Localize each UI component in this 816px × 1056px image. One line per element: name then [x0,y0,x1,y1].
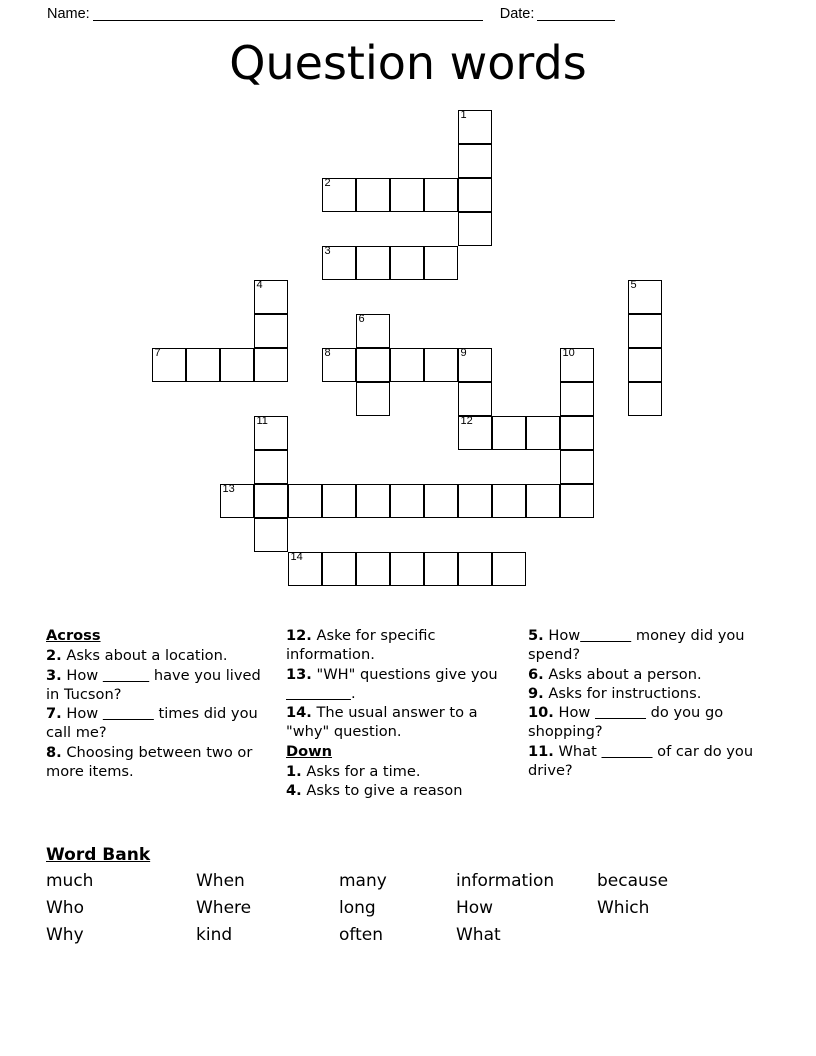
word-bank-word[interactable]: kind [196,925,233,945]
crossword-cell[interactable] [254,450,288,484]
crossword-cell[interactable] [492,484,526,518]
crossword-cell[interactable] [560,348,594,382]
crossword-cell[interactable] [356,552,390,586]
answer-blank[interactable] [286,685,351,702]
crossword-cell[interactable] [458,552,492,586]
word-bank-heading: Word Bank [46,845,151,865]
crossword-cell[interactable] [322,552,356,586]
clue-text: Asks about a location. [61,647,228,665]
clue-number: 8. [46,743,62,761]
word-bank-word[interactable]: Who [46,898,84,918]
clue-number: 5. [528,627,544,644]
crossword-cell[interactable] [628,280,662,314]
crossword-cell[interactable] [390,484,424,518]
crossword-cell[interactable] [322,484,356,518]
clues-section [0,626,816,831]
clue-across-2 [46,646,271,665]
clue-across-12 [286,626,511,665]
crossword-cell[interactable] [254,518,288,552]
crossword-cell[interactable] [356,246,390,280]
clue-text: How have you lived in Tucson? [46,666,261,703]
clue-number: 14. [286,704,312,721]
crossword-cell[interactable] [356,314,390,348]
clue-column-2 [286,626,511,800]
cell-number: 13 [222,483,235,495]
crossword-cell[interactable] [424,246,458,280]
crossword-cell[interactable] [560,484,594,518]
crossword-cell[interactable] [220,348,254,382]
crossword-cell[interactable] [628,348,662,382]
clue-down-4 [286,781,511,800]
crossword-cell[interactable] [288,552,322,586]
answer-blank[interactable] [103,667,149,684]
crossword-cell[interactable] [560,416,594,450]
clue-across-3 [46,666,271,705]
clue-number: 4. [286,782,302,799]
crossword-cell[interactable] [152,348,186,382]
clue-text: Aske for specific information. [286,627,436,664]
crossword-cell[interactable] [356,178,390,212]
clue-text: Asks about a person. [543,665,702,683]
clue-number: 13. [286,665,312,683]
clue-number: 11. [528,742,554,760]
crossword-cell[interactable] [322,178,356,212]
crossword-cell[interactable] [390,348,424,382]
crossword-cell[interactable] [322,246,356,280]
word-bank-word[interactable]: much [46,871,94,891]
clue-across-14 [286,703,511,742]
crossword-cell[interactable] [254,348,288,382]
cell-number: 1 [460,109,467,121]
cell-number: 3 [324,245,331,257]
word-bank-word[interactable]: many [339,871,387,891]
word-bank-word[interactable]: What [456,925,501,945]
clue-text: Choosing between two or more items. [46,743,253,780]
crossword-cell[interactable] [492,416,526,450]
clue-number: 7. [46,705,62,722]
clue-number: 12. [286,627,312,644]
crossword-cell[interactable] [356,382,390,416]
crossword-cell[interactable] [628,382,662,416]
cell-number: 12 [460,415,473,427]
crossword-cell[interactable] [424,178,458,212]
clue-text: How do you go shopping? [528,704,724,741]
date-label: Date: [499,6,535,22]
word-bank-word[interactable]: Where [196,898,252,918]
word-bank-row [46,925,717,952]
word-bank-table [46,871,717,952]
clue-across-13 [286,665,511,704]
crossword-cell[interactable] [526,484,560,518]
clue-number: 9. [528,684,544,702]
clue-number: 1. [286,762,302,780]
crossword-cell[interactable] [390,246,424,280]
cell-number: 7 [154,347,161,359]
clue-number: 2. [46,647,62,665]
clue-number: 6. [528,665,544,683]
cell-number: 9 [460,347,467,359]
crossword-cell[interactable] [356,348,390,382]
clue-text: Asks for a time. [301,762,421,780]
clue-text: What of car do you drive? [528,742,754,779]
clue-across-8 [46,743,271,782]
crossword-cell[interactable] [254,314,288,348]
word-bank-empty [597,925,717,952]
crossword-cell[interactable] [356,484,390,518]
down-heading: Down [286,742,333,760]
across-heading: Across [46,627,101,644]
word-bank-word[interactable]: How [456,898,494,918]
cell-number: 10 [562,347,575,359]
clue-down-11 [528,742,768,781]
word-bank-word[interactable]: Which [597,898,650,918]
crossword-cell[interactable] [254,484,288,518]
crossword-cell[interactable] [424,552,458,586]
crossword-cell[interactable] [492,552,526,586]
cell-number: 11 [256,415,268,427]
word-bank-row [46,898,717,925]
word-bank-row [46,871,717,898]
clue-down-9 [528,684,768,703]
clue-down-6 [528,665,768,684]
crossword-cell[interactable] [424,348,458,382]
crossword-cell[interactable] [254,280,288,314]
crossword-cell[interactable] [254,416,288,450]
clue-text: The usual answer to a "why" question. [286,704,478,741]
page-title: Question words [229,36,587,90]
answer-blank[interactable] [601,743,652,760]
word-bank-word[interactable]: because [597,871,669,891]
clue-text: How times did you call me? [46,705,258,742]
crossword-cell[interactable] [220,484,254,518]
clue-number: 3. [46,666,62,684]
crossword-cell[interactable] [458,382,492,416]
crossword-cell[interactable] [390,552,424,586]
crossword-cell[interactable] [560,382,594,416]
crossword-cell[interactable] [458,144,492,178]
clue-number: 10. [528,704,554,721]
cell-number: 14 [290,551,303,563]
cell-number: 4 [256,279,263,291]
crossword-cell[interactable] [322,348,356,382]
word-bank-section [46,845,786,952]
clue-column-3 [528,626,768,780]
clue-down-1 [286,762,511,781]
cell-number: 8 [324,347,331,359]
word-bank-word[interactable]: information [456,871,555,891]
clue-text: "WH" questions give you . [286,666,498,702]
crossword-cell[interactable] [560,450,594,484]
cell-number: 6 [358,313,365,325]
crossword-cell[interactable] [458,348,492,382]
answer-blank[interactable] [595,704,646,721]
crossword-cell[interactable] [458,212,492,246]
name-label: Name: [47,6,90,22]
word-bank-word[interactable]: When [196,871,245,891]
crossword-cell[interactable] [628,314,662,348]
clue-text: How money did you spend? [528,627,745,664]
crossword-cell[interactable] [288,484,322,518]
crossword-cell[interactable] [458,484,492,518]
answer-blank[interactable] [103,705,154,722]
answer-blank[interactable] [580,627,631,644]
word-bank-word[interactable]: Why [46,925,84,945]
crossword-cell[interactable] [186,348,220,382]
word-bank-word[interactable]: often [339,925,383,945]
clue-column-1 [46,626,271,781]
crossword-cell[interactable] [526,416,560,450]
crossword-cell[interactable] [458,178,492,212]
cell-number: 5 [630,279,637,291]
clue-down-5 [528,626,768,665]
cell-number: 2 [324,177,331,189]
clue-text: Asks for instructions. [543,684,702,702]
crossword-cell[interactable] [424,484,458,518]
clue-across-7 [46,704,271,743]
clue-text: Asks to give a reason [301,782,463,799]
crossword-cell[interactable] [458,110,492,144]
crossword-cell[interactable] [458,416,492,450]
crossword-cell[interactable] [390,178,424,212]
word-bank-word[interactable]: long [339,898,376,918]
clue-down-10 [528,703,768,742]
